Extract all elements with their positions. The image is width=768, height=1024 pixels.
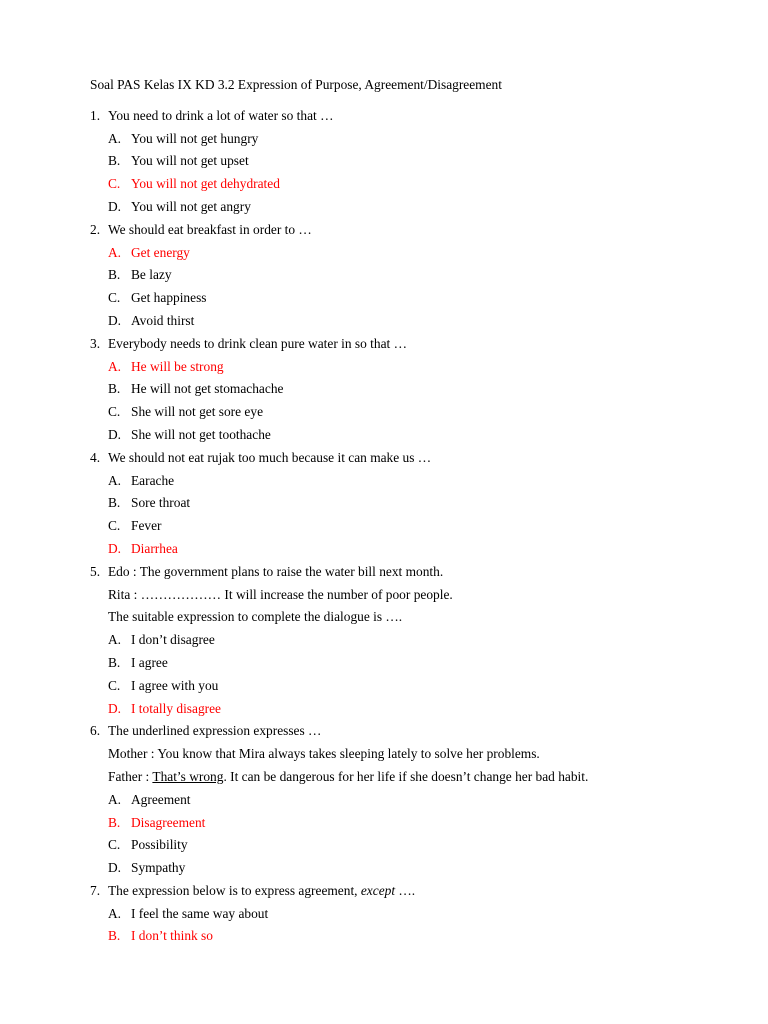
question-number: 6. [90, 723, 101, 739]
option-5a: A. I don’t disagree [108, 632, 215, 648]
question-number: 1. [90, 107, 101, 123]
option-7b-answer: B. I don’t think so [108, 928, 213, 944]
question-number: 5. [90, 563, 101, 579]
option-5d-answer: D. I totally disagree [108, 700, 221, 716]
dialogue-father: Father : That’s wrong. It can be dangerous for her life if she doesn’t change her bad habit. [108, 768, 589, 784]
question-stem: You need to drink a lot of water so that … [108, 107, 334, 123]
dialogue-line: Rita : ……………… It will increase the number of poor people. [108, 586, 453, 602]
dialogue-mother: Mother : You know that Mira always takes sleeping lately to solve her problems. [108, 746, 540, 762]
question-6 [90, 720, 728, 743]
underlined-expression: That’s wrong [152, 768, 224, 784]
question-number: 7. [90, 882, 101, 898]
document-title: Soal PAS Kelas IX KD 3.2 Expression of Purpose, Agreement/Disagreement [90, 77, 502, 92]
option-6b-answer: B. Disagreement [108, 814, 206, 830]
option-2c: C. Get happiness [108, 290, 207, 306]
option-4b: B. Sore throat [108, 495, 191, 511]
option-3d: D. She will not get toothache [108, 426, 271, 442]
question-number: 2. [90, 221, 101, 237]
question-stem: The underlined expression expresses … [108, 723, 322, 739]
option-6a: A. Agreement [108, 791, 191, 807]
option-4d-answer: D. Diarrhea [108, 540, 178, 556]
option-3a-answer: A. He will be strong [108, 358, 224, 374]
question-stem: Everybody needs to drink clean pure water in so that … [108, 335, 407, 351]
option-2d: D. Avoid thirst [108, 312, 195, 328]
question-stem: Edo : The government plans to raise the water bill next month. [108, 563, 444, 579]
question-number: 4. [90, 449, 101, 465]
italic-keyword: except [360, 882, 396, 898]
option-1a: A. You will not get hungry [108, 130, 259, 146]
question-stem: We should not eat rujak too much because it can make us … [108, 449, 432, 465]
option-2b: B. Be lazy [108, 267, 172, 283]
option-4a: A. Earache [108, 472, 175, 488]
option-3b: B. He will not get stomachache [108, 381, 284, 397]
option-5c: C. I agree with you [108, 677, 219, 693]
question-2 [90, 219, 728, 242]
option-1b: B. You will not get upset [108, 153, 249, 169]
option-5b: B. I agree [108, 654, 168, 670]
question-5 [90, 561, 728, 584]
question-stem: The expression below is to express agreement, except …. [108, 882, 416, 898]
question-7 [90, 880, 728, 903]
option-6c: C. Possibility [108, 837, 188, 853]
question-3 [90, 333, 728, 356]
option-1d: D. You will not get angry [108, 198, 251, 214]
option-7a: A. I feel the same way about [108, 905, 269, 921]
option-3c: C. She will not get sore eye [108, 404, 264, 420]
question-1 [90, 105, 728, 128]
question-4 [90, 447, 728, 470]
option-6d: D. Sympathy [108, 860, 186, 876]
question-stem: We should eat breakfast in order to … [108, 221, 312, 237]
option-4c: C. Fever [108, 518, 162, 534]
question-number: 3. [90, 335, 101, 351]
option-1c-answer: C. You will not get dehydrated [108, 176, 280, 192]
dialogue-instruction: The suitable expression to complete the dialogue is …. [108, 609, 403, 625]
option-2a-answer: A. Get energy [108, 244, 190, 260]
